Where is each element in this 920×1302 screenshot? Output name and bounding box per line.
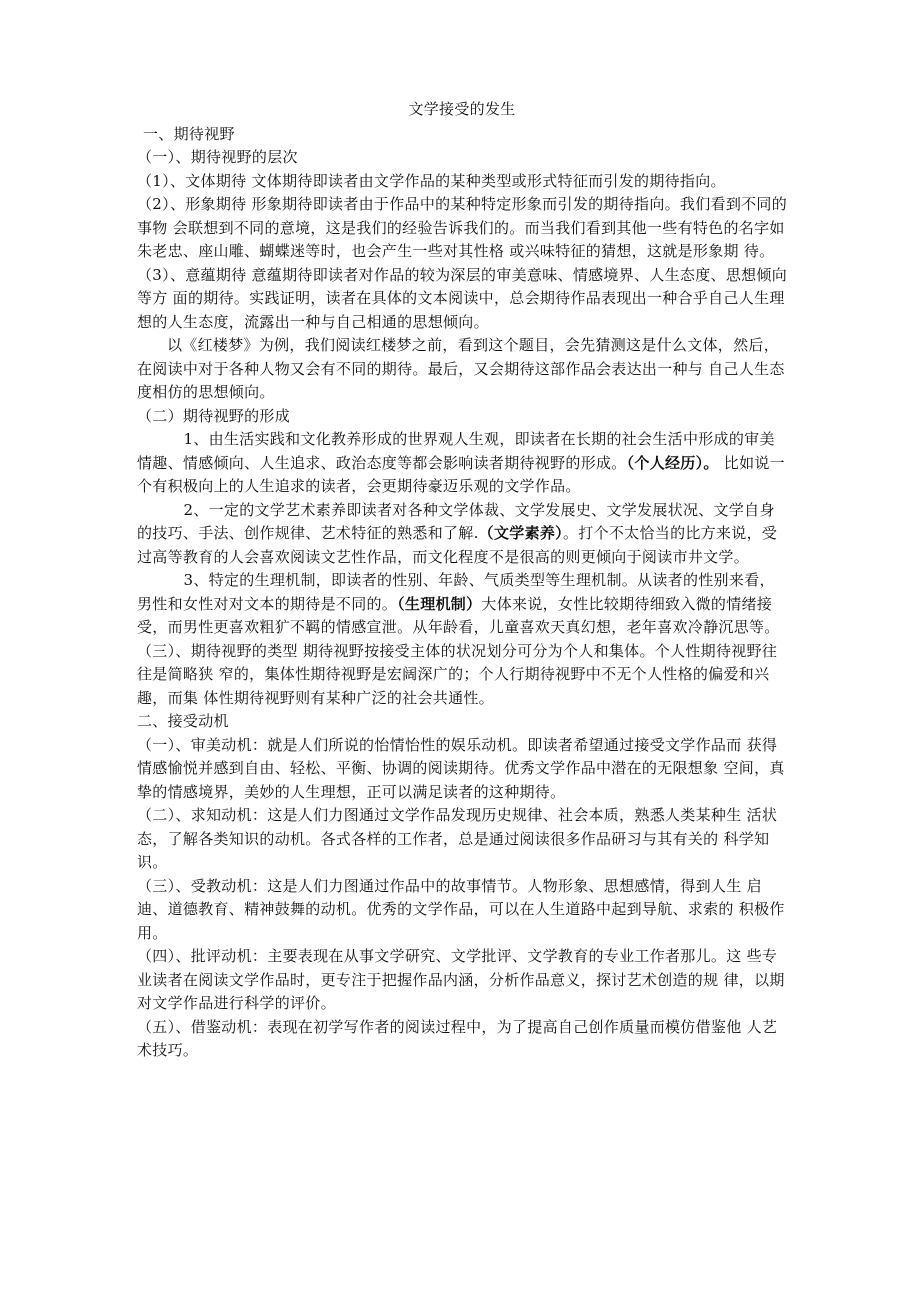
paragraph-aesthetic-motive: （一）、审美动机：就是人们所说的怡情怡性的娱乐动机。即读者希望通过接受文学作品而 获得情感愉悦并感到自由、轻松、平衡、协调的阅读期待。优秀文学作品中潜在的无限想象 空间，真挚的情感境界，美妙的人生理想，正可以满足读者的这种期待。 <box>137 735 785 801</box>
paragraph-expectation-types: （三）、期待视野的类型 期待视野按接受主体的状况划分可分为个人和集体。个人性期待视野往往是简略狭 窄的，集体性期待视野是宏阔深广的；个人行期待视野中不无个人性格的偏爱和兴趣，而集 体性期待视野则有某种广泛的社会共通性。 <box>137 641 778 707</box>
paragraph-formation-2 <box>137 499 787 570</box>
paragraph-knowledge-motive: （二）、求知动机：这是人们力图通过文学作品发现历史规律、社会本质，熟悉人类某种生 活状态，了解各类知识的动机。各式各样的工作者，总是通过阅读很多作品研习与其有关的 科学知识。 <box>137 806 778 871</box>
paragraph-formation-1 <box>137 428 787 499</box>
paragraph-formation-3 <box>137 569 787 640</box>
paragraph-image-expectation: （2）、形象期待 形象期待即读者由于作品中的某种特定形象而引发的期待指向。我们看到不同的事物 会联想到不同的意境，这是我们的经验告诉我们的。而当我们看到其他一些有特色的名字如 朱老忠、座山雕、蝴蝶迷等时，也会产生一些对其性格 或兴味特征的猜想，这就是形象期 待。 <box>137 195 788 260</box>
formation-1-example: 比如说一个有积极向上的人生追求的读者，会更期待豪迈乐观的文学作品。 <box>137 453 785 495</box>
subsection-heading-1-2: （二）期待视野的形成 <box>137 406 291 425</box>
formation-2-text: 2、一定的文学艺术素养即读者对各种文学体裁、文学发展史、文学发展状况、文学自身的技巧、手法、创作规律、艺术特征的熟悉和了解. <box>137 500 775 542</box>
paragraph-criticism-motive: （四）、批评动机：主要表现在从事文学研究、文学批评、文学教育的专业工作者那儿。这 些专业读者在阅读文学作品时，更专注于把握作品内涵，分析作品意义，探讨艺术创造的规 律，以期对文学作品进行科学的评价。 <box>137 947 785 1012</box>
paragraph-education-motive: （三）、受教动机：这是人们力图通过作品中的故事情节。人物形象、思想感情，得到人生 启迪、道德教育、精神鼓舞的动机。优秀的文学作品，可以在人生道路中起到导航、求索的 积极作用。 <box>137 876 785 942</box>
paragraph-reference-motive: （五）、借鉴动机：表现在初学写作者的阅读过程中，为了提高自己创作质量而模仿借鉴他 人艺术技巧。 <box>137 1017 778 1059</box>
paragraph-connotation-expectation: （3）、意蕴期待 意蕴期待即读者对作品的较为深层的审美意味、情感境界、人生态度、思想倾向等方 面的期待。实践证明，读者在具体的文本阅读中，总会期待作品表现出一种合乎自己人生理 想的人生态度，流露出一种与自己相通的思想倾向。 <box>137 265 788 331</box>
section-heading-1: 一、期待视野 <box>143 124 235 143</box>
formation-1-label: （个人经历）。 <box>626 453 719 472</box>
paragraph-hongloumeng-example: 以《红楼梦》为例，我们阅读红楼梦之前，看到这个题目，会先猜测这是什么文体，然后，在阅读中对于各种人物又会有不同的期待。最后，又会期待这部作品会表达出一种与 自己人生态度相仿的思想倾向。 <box>137 336 785 401</box>
formation-1-text: 1、由生活实践和文化教养形成的世界观人生观，即读者在长期的社会生活中形成的审美情趣、情感倾向、人生追求、政治态度等都会影响读者期待视野的形成。 <box>137 430 775 472</box>
document-body <box>137 98 787 1063</box>
formation-2-example: 。打个不太恰当的比方来说，受过高等教育的人会喜欢阅读文艺性作品，而文化程度不是很高的则更倾向于阅读市井文学。 <box>137 524 778 566</box>
formation-3-text: 3、特定的生理机制，即读者的性别、年龄、气质类型等生理机制。从读者的性别来看，男性和女性对对文本的期待是不同的。 <box>137 571 775 613</box>
formation-2-label: （文学素养） <box>478 524 563 542</box>
subsection-heading-1-1: （一）、期待视野的层次 <box>137 148 298 166</box>
section-heading-2: 二、接受动机 <box>137 712 229 730</box>
formation-3-example: 大体来说，女性比较期待细致入微的情绪接受，而男性更喜欢粗犷不羁的情感宣泄。从年龄看，儿童喜欢天真幻想，老年喜欢冷静沉思等。 <box>137 594 780 636</box>
page-title: 文学接受的发生 <box>408 100 516 118</box>
paragraph-genre-expectation: （1）、文体期待 文体期待即读者由文学作品的某种类型或形式特征而引发的期待指向。 <box>137 171 726 190</box>
formation-3-label: （生理机制） <box>397 594 482 613</box>
